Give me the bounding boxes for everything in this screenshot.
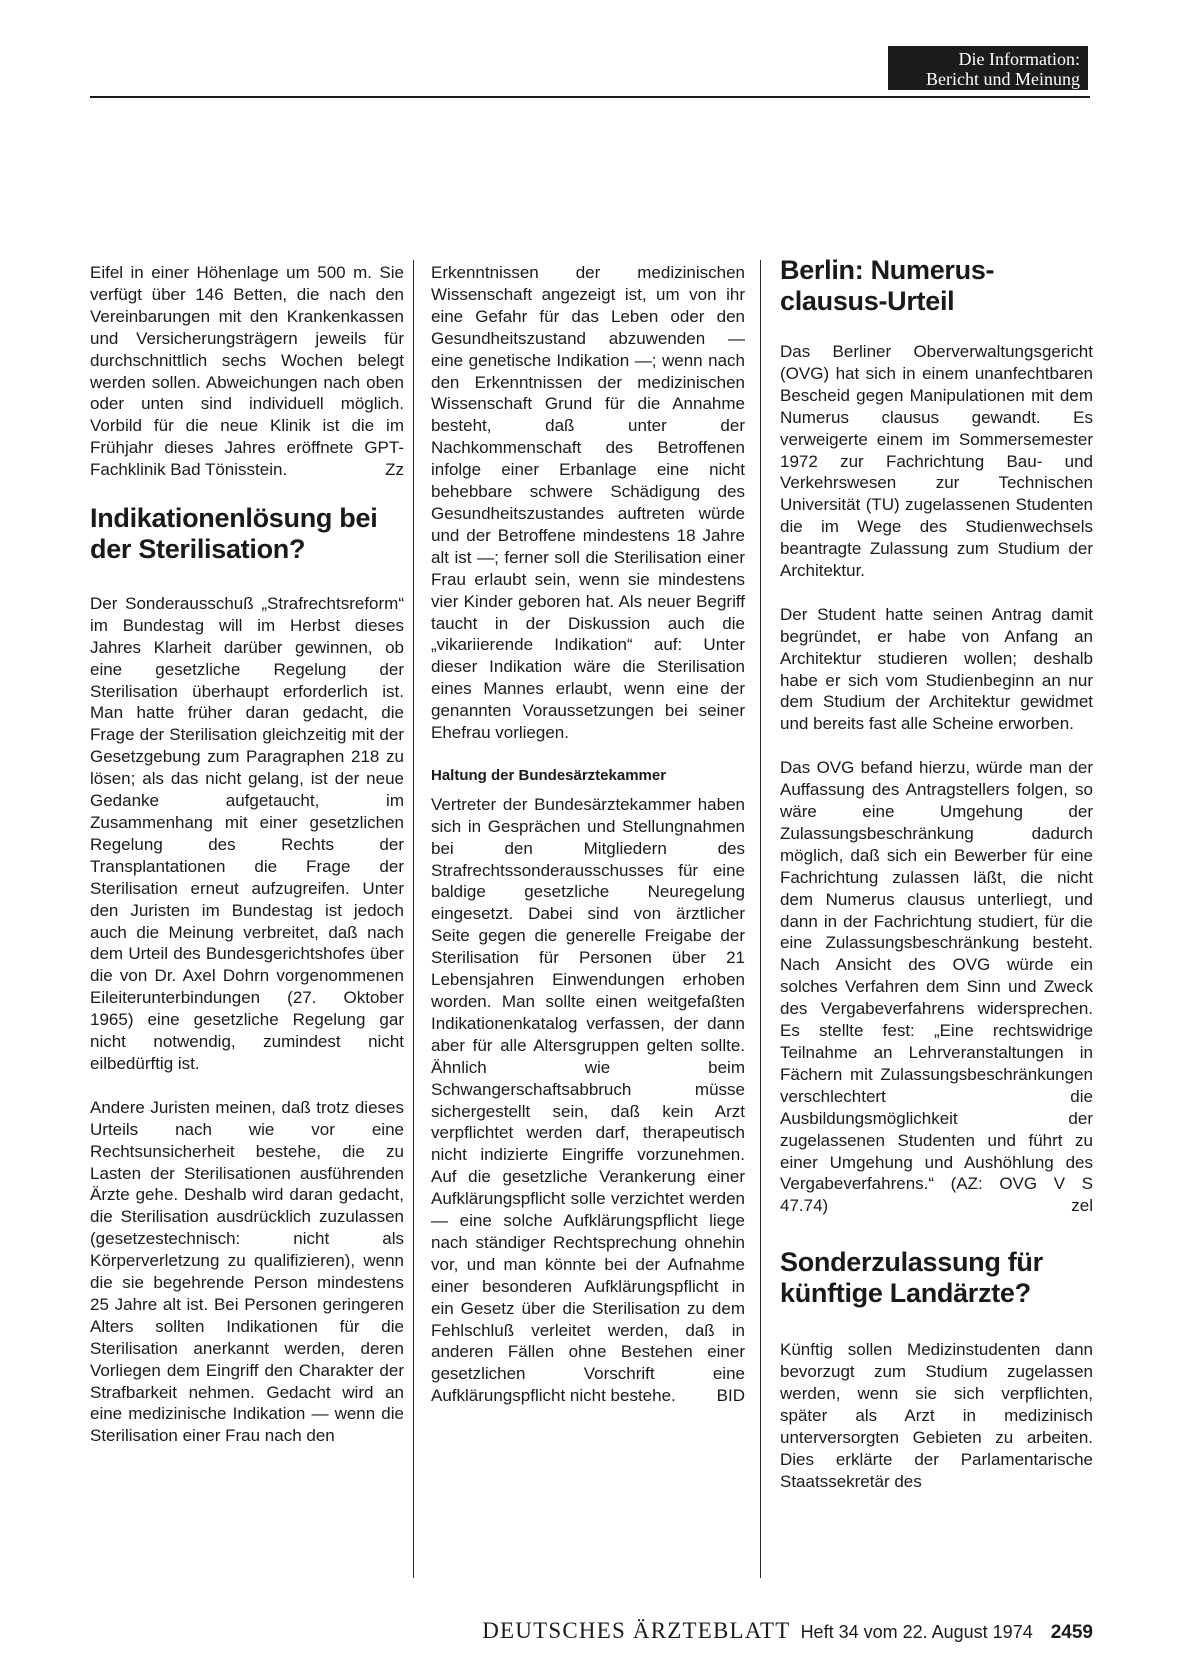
- column-2: [431, 262, 745, 1407]
- article-title: Indikationenlösung bei der Sterilisation?: [90, 502, 378, 564]
- column-3: [780, 255, 1093, 1493]
- article-title: Sonderzulassung für künftige Landärzte?: [780, 1247, 1043, 1309]
- publication-name: DEUTSCHES ÄRZTEBLATT: [482, 1618, 791, 1643]
- article-paragraph: Erkenntnissen der medizinischen Wissenschaft angezeigt ist, um von ihr eine Gefahr für das Leben oder den Gesundheitszustand abzuwenden — eine genetische Indikation —; wenn nach den Erkenntnissen der medizinischen Wissenschaft Grund für die Annahme besteht, daß unter der Nachkommenschaft des Betroffenen infolge einer Erbanlage eine nicht behebbare schwere Schädigung des Gesundheitszustandes auftreten würde und der Betroffene mindestens 18 Jahre alt ist —; ferner soll die Sterilisation einer Frau erlaubt sein, wenn sie mindestens vier Kinder geboren hat. Als neuer Begriff taucht in der Diskussion auch die „vikariierende Indikation“ auf: Unter dieser Indikation wäre die Sterilisation eines Mannes erlaubt, wenn eine der genannten Voraussetzungen bei seiner Ehefrau vorliegen.: [431, 263, 745, 743]
- header-rule: [90, 96, 1090, 98]
- article-paragraph: Vertreter der Bundesärztekammer haben sich in Gesprächen und Stellungnahmen bei den Mitgliedern des Strafrechtssonderausschusses für eine baldige gesetzliche Neuregelung eingesetzt. Dabei sind von ärztlicher Seite gegen die generelle Freigabe der Sterilisation für Personen über 21 Lebensjahren Einwendungen erhoben worden. Man sollte einen weitgefaßten Indikationenkatalog verfassen, der dann aber für alle Altersgruppen gelten sollte. Ähnlich wie beim Schwangerschaftsabbruch müsse sichergestellt sein, daß kein Arzt verpflichtet werden darf, therapeutisch nicht indizierte Eingriffe vorzunehmen. Auf die gesetzliche Verankerung einer Aufklärungspflicht solle verzichtet werden — eine solche Aufklärungspflicht liege nach ständiger Rechtsprechung ohnehin vor, und man könnte bei der Aufnahme einer besonderen Aufklärungspflicht in ein Gesetz über die Sterilisation zu dem Fehlschluß verleitet werden, daß in anderen Fällen ohne Bestehen einer gesetzlichen Vorschrift eine Aufklärungspflicht nicht bestehe. BID: [431, 794, 745, 1406]
- author-signature: Zz: [385, 460, 404, 480]
- section-label-line1: Die Information:: [958, 49, 1080, 69]
- column-divider: [413, 260, 414, 1578]
- article-paragraph: Der Sonderausschuß „Strafrechtsreform“ im Bundestag will im Herbst dieses Jahres Klarheit darüber gewinnen, ob eine gesetzliche Regelung der Sterilisation überhaupt erforderlich ist. Man hatte früher daran gedacht, die Frage der Sterilisation gleichzeitig mit der Gesetzgebung zum Paragraphen 218 zu lösen; als das nicht gelang, ist der neue Gedanke aufgetaucht, im Zusammenhang mit einer gesetzlichen Regelung des Rechts der Transplantationen die Frage der Sterilisation erneut aufzugreifen. Unter den Juristen im Bundestag ist jedoch auch die Meinung verbreitet, daß nach dem Urteil des Bundesgerichtshofes über die von Dr. Axel Dohrn vorgenommenen Eileiterunterbindungen (27. Oktober 1965) eine gesetzliche Regelung gar nicht notwendig, zumindest nicht eilbedürftig ist.: [90, 593, 404, 1073]
- page-number: 2459: [1050, 1622, 1093, 1643]
- article-title: Berlin: Numerus-clausus-Urteil: [780, 255, 995, 316]
- column-divider: [760, 260, 761, 1578]
- author-signature: BID: [716, 1386, 745, 1406]
- article-paragraph: Das Berliner Oberverwaltungsgericht (OVG) hat sich in einem unanfechtbaren Bescheid gegen Manipulationen mit dem Numerus clausus gewandt. Es verweigerte einem im Sommersemester 1972 zur Fachrichtung Bau- und Verkehrswesen zur Technischen Universität (TU) zugelassenen Studenten die im Wege des Studienwechsels beantragte Zulassung zum Studium der Architektur.: [780, 342, 1093, 581]
- issue-info: Heft 34 vom 22. August 1974: [800, 1622, 1033, 1642]
- article-paragraph: Andere Juristen meinen, daß trotz dieses Urteils nach wie vor eine Rechtsunsicherheit bestehe, die zu Lasten der Sterilisationen ausführenden Ärzte gehe. Deshalb wird daran gedacht, die Sterilisation ausdrücklich zuzulassen (gesetzestechnisch: nicht als Körperverletzung zu qualifizieren), wenn die sie begehrende Person mindestens 25 Jahre alt ist. Bei Personen geringeren Alters sollten Indikationen für die Sterilisation anerkannt werden, deren Vorliegen dem Eingriff den Charakter der Strafbarkeit nehmen. Gedacht wird an eine medizinische Indikation — wenn die Sterilisation einer Frau nach den: [90, 1097, 404, 1446]
- author-signature: zel: [1071, 1196, 1093, 1216]
- intro-paragraph: Eifel in einer Höhenlage um 500 m. Sie verfügt über 146 Betten, die nach den Vereinbarungen mit den Krankenkassen und Versicherungsträgern jeweils für durchschnittlich sechs Wochen belegt werden sollen. Abweichungen nach oben oder unten sind individuell möglich. Vorbild für die neue Klinik ist die im Frühjahr dieses Jahres eröffnete GPT-Fachklinik Bad Tönisstein. Zz: [90, 263, 404, 480]
- column-1: [90, 262, 404, 1447]
- article-paragraph: Künftig sollen Medizinstudenten dann bevorzugt zum Studium zugelassen werden, wenn sie sich verpflichten, später als Arzt in medizinisch unterversorgten Gebieten zu arbeiten. Dies erklärte der Parlamentarische Staatssekretär des: [780, 1340, 1093, 1491]
- article-paragraph: Das OVG befand hierzu, würde man der Auffassung des Antragstellers folgen, so wäre eine Umgehung der Zulassungsbeschränkung dadurch möglich, daß sich ein Bewerber für eine Fachrichtung zulassen läßt, die nicht dem Numerus clausus unterliegt, und dann in der Fachrichtung studiert, für die eine Zulassungsbeschränkung besteht. Nach Ansicht des OVG würde ein solches Verfahren dem Sinn und Zweck des Vergabeverfahrens widersprechen. Es stellte fest: „Eine rechtswidrige Teilnahme an Lehrveranstaltungen in Fächern mit Zulassungsbeschränkungen verschlechtert die Ausbildungsmöglichkeit der zugelassenen Studenten und führt zu einer Umgehung und Aushöhlung des Vergabeverfahrens.“ (AZ: OVG V S 47.74) zel: [780, 758, 1093, 1216]
- section-label-line2: Bericht und Meinung: [926, 69, 1080, 89]
- article-paragraph: Der Student hatte seinen Antrag damit begründet, er habe von Anfang an Architektur studieren wollen; deshalb habe er sich vom Studienbeginn an nur dem Studium der Architektur gewidmet und bereits fast alle Scheine erworben.: [780, 604, 1093, 734]
- page-footer: [448, 1618, 1093, 1644]
- section-badge: [888, 46, 1088, 90]
- subheading: Haltung der Bundesärztekammer: [431, 766, 667, 784]
